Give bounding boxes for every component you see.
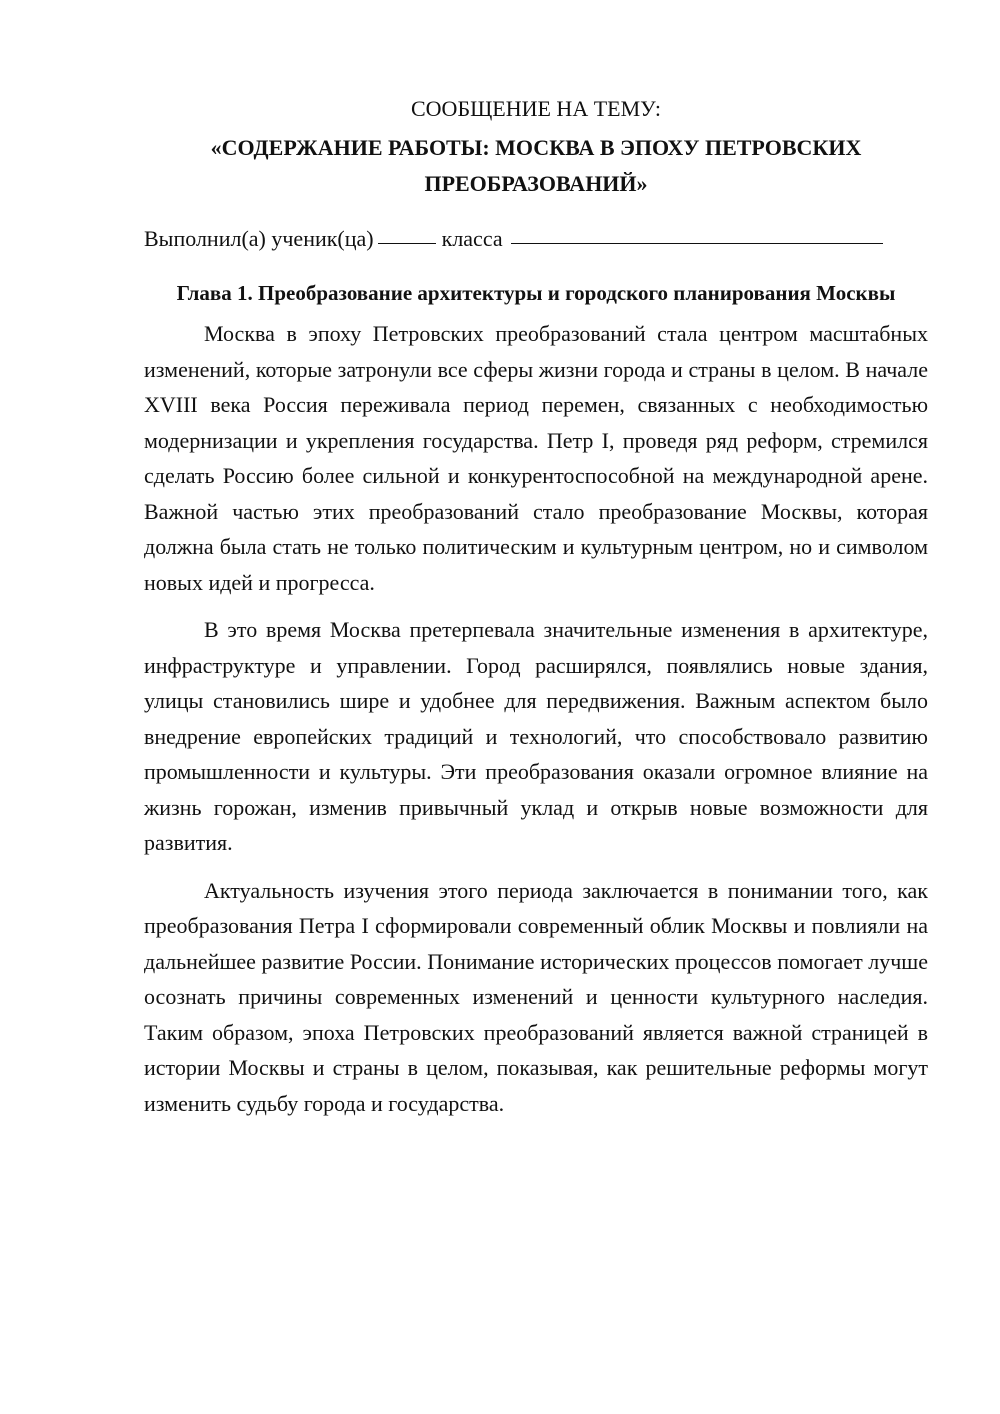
name-blank-field xyxy=(511,221,883,244)
class-label: класса xyxy=(441,226,503,251)
paragraph: В это время Москва претерпевала значительные изменения в архитектуре, инфраструктуре и управлении. Город расширялся, появлялись новые здания, улицы становились шире и удобнее для передвижения. Важным аспектом было внедрение европейских традиций и технологий, что способствовало развитию промышленности и культуры. Эти преобразования оказали огромное влияние на жизнь горожан, изменив привычный уклад и открыв новые возможности для развития. xyxy=(144,617,928,855)
document-title: «СОДЕРЖАНИЕ РАБОТЫ: МОСКВА В ЭПОХУ ПЕТРОВСКИХ ПРЕОБРАЗОВАНИЙ» xyxy=(210,135,862,196)
author-prefix: Выполнил(а) ученик(ца) xyxy=(144,226,374,251)
class-blank-field xyxy=(378,221,436,244)
document-header: СООБЩЕНИЕ НА ТЕМУ: xyxy=(411,96,661,121)
paragraph: Актуальность изучения этого периода заключается в понимании того, как преобразования Петра I сформировали современный облик Москвы и повлияли на дальнейшее развитие России. Понимание исторических процессов помогает лучше осознать причины современных изменений и ценности культурного наследия. Таким образом, эпоха Петровских преобразований является важной страницей в истории Москвы и страны в целом, показывая, как решительные реформы могут изменить судьбу города и государства. xyxy=(144,877,928,1116)
chapter-title: Глава 1. Преобразование архитектуры и городского планирования Москвы xyxy=(176,281,896,305)
author-line xyxy=(144,222,928,256)
paragraph: Москва в эпоху Петровских преобразований стала центром масштабных изменений, которые затронули все сферы жизни города и страны в целом. В начале XVIII века Россия переживала период перемен, связанных с необходимостью модернизации и укрепления государства. Петр I, проведя ряд реформ, стремился сделать Россию более сильной и конкурентоспособной на международной арене. Важной частью этих преобразований стало преобразование Москвы, которая должна была стать не только политическим и культурным центром, но и символом новых идей и прогресса. xyxy=(144,321,928,595)
document-page xyxy=(144,92,928,1121)
